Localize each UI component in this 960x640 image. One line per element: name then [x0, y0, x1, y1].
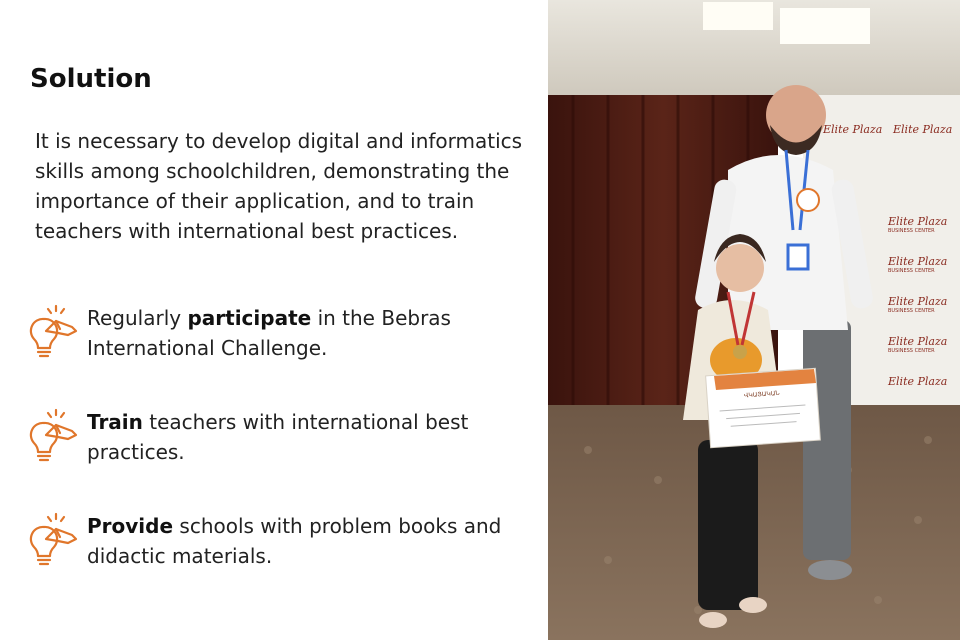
bullet-bold: Provide	[87, 514, 174, 538]
banner-logo-text: Elite Plaza	[893, 123, 953, 136]
certificate	[706, 368, 821, 447]
bullet-text: Train teachers with international best practices.	[87, 410, 469, 464]
bullet-item-provide	[24, 511, 524, 581]
banner-sub-text: BUSINESS CENTER	[888, 308, 935, 314]
lightbulb-idea-icon	[24, 407, 80, 463]
ceiling-light	[780, 8, 870, 44]
bullet-text: Provide schools with problem books and didactic materials.	[87, 514, 502, 568]
banner-sub-text: BUSINESS CENTER	[888, 348, 935, 354]
bullet-item-participate	[24, 303, 524, 373]
ceiling-light	[703, 2, 773, 30]
banner-sub-text: BUSINESS CENTER	[888, 268, 935, 274]
banner-logo-text: Elite Plaza	[888, 375, 948, 388]
bullet-text: Regularly participate in the Bebras International Challenge.	[87, 306, 451, 360]
page-title: Solution	[30, 64, 152, 94]
event-photo	[548, 0, 960, 640]
banner-logo-text: Elite Plaza	[888, 295, 948, 308]
banner-logo-text: Elite Plaza	[888, 335, 948, 348]
banner-logo-text: Elite Plaza	[888, 255, 948, 268]
bullet-item-train	[24, 407, 524, 477]
intro-paragraph: It is necessary to develop digital and informatics skills among schoolchildren, demonstrating the importance of their application, and to train teachers with international best practices.	[35, 129, 523, 243]
lightbulb-idea-icon	[24, 511, 80, 567]
certificate-heading: ՎԿԱՅԱԿԱՆ	[743, 389, 780, 400]
bullet-bold: Train	[87, 410, 143, 434]
bullet-bold: participate	[187, 306, 312, 330]
banner-sub-text: BUSINESS CENTER	[888, 228, 935, 234]
photo-illustration	[548, 0, 960, 640]
banner-logo-text: Elite Plaza	[823, 123, 883, 136]
lightbulb-idea-icon	[24, 303, 80, 359]
banner-logo-text: Elite Plaza	[888, 215, 948, 228]
